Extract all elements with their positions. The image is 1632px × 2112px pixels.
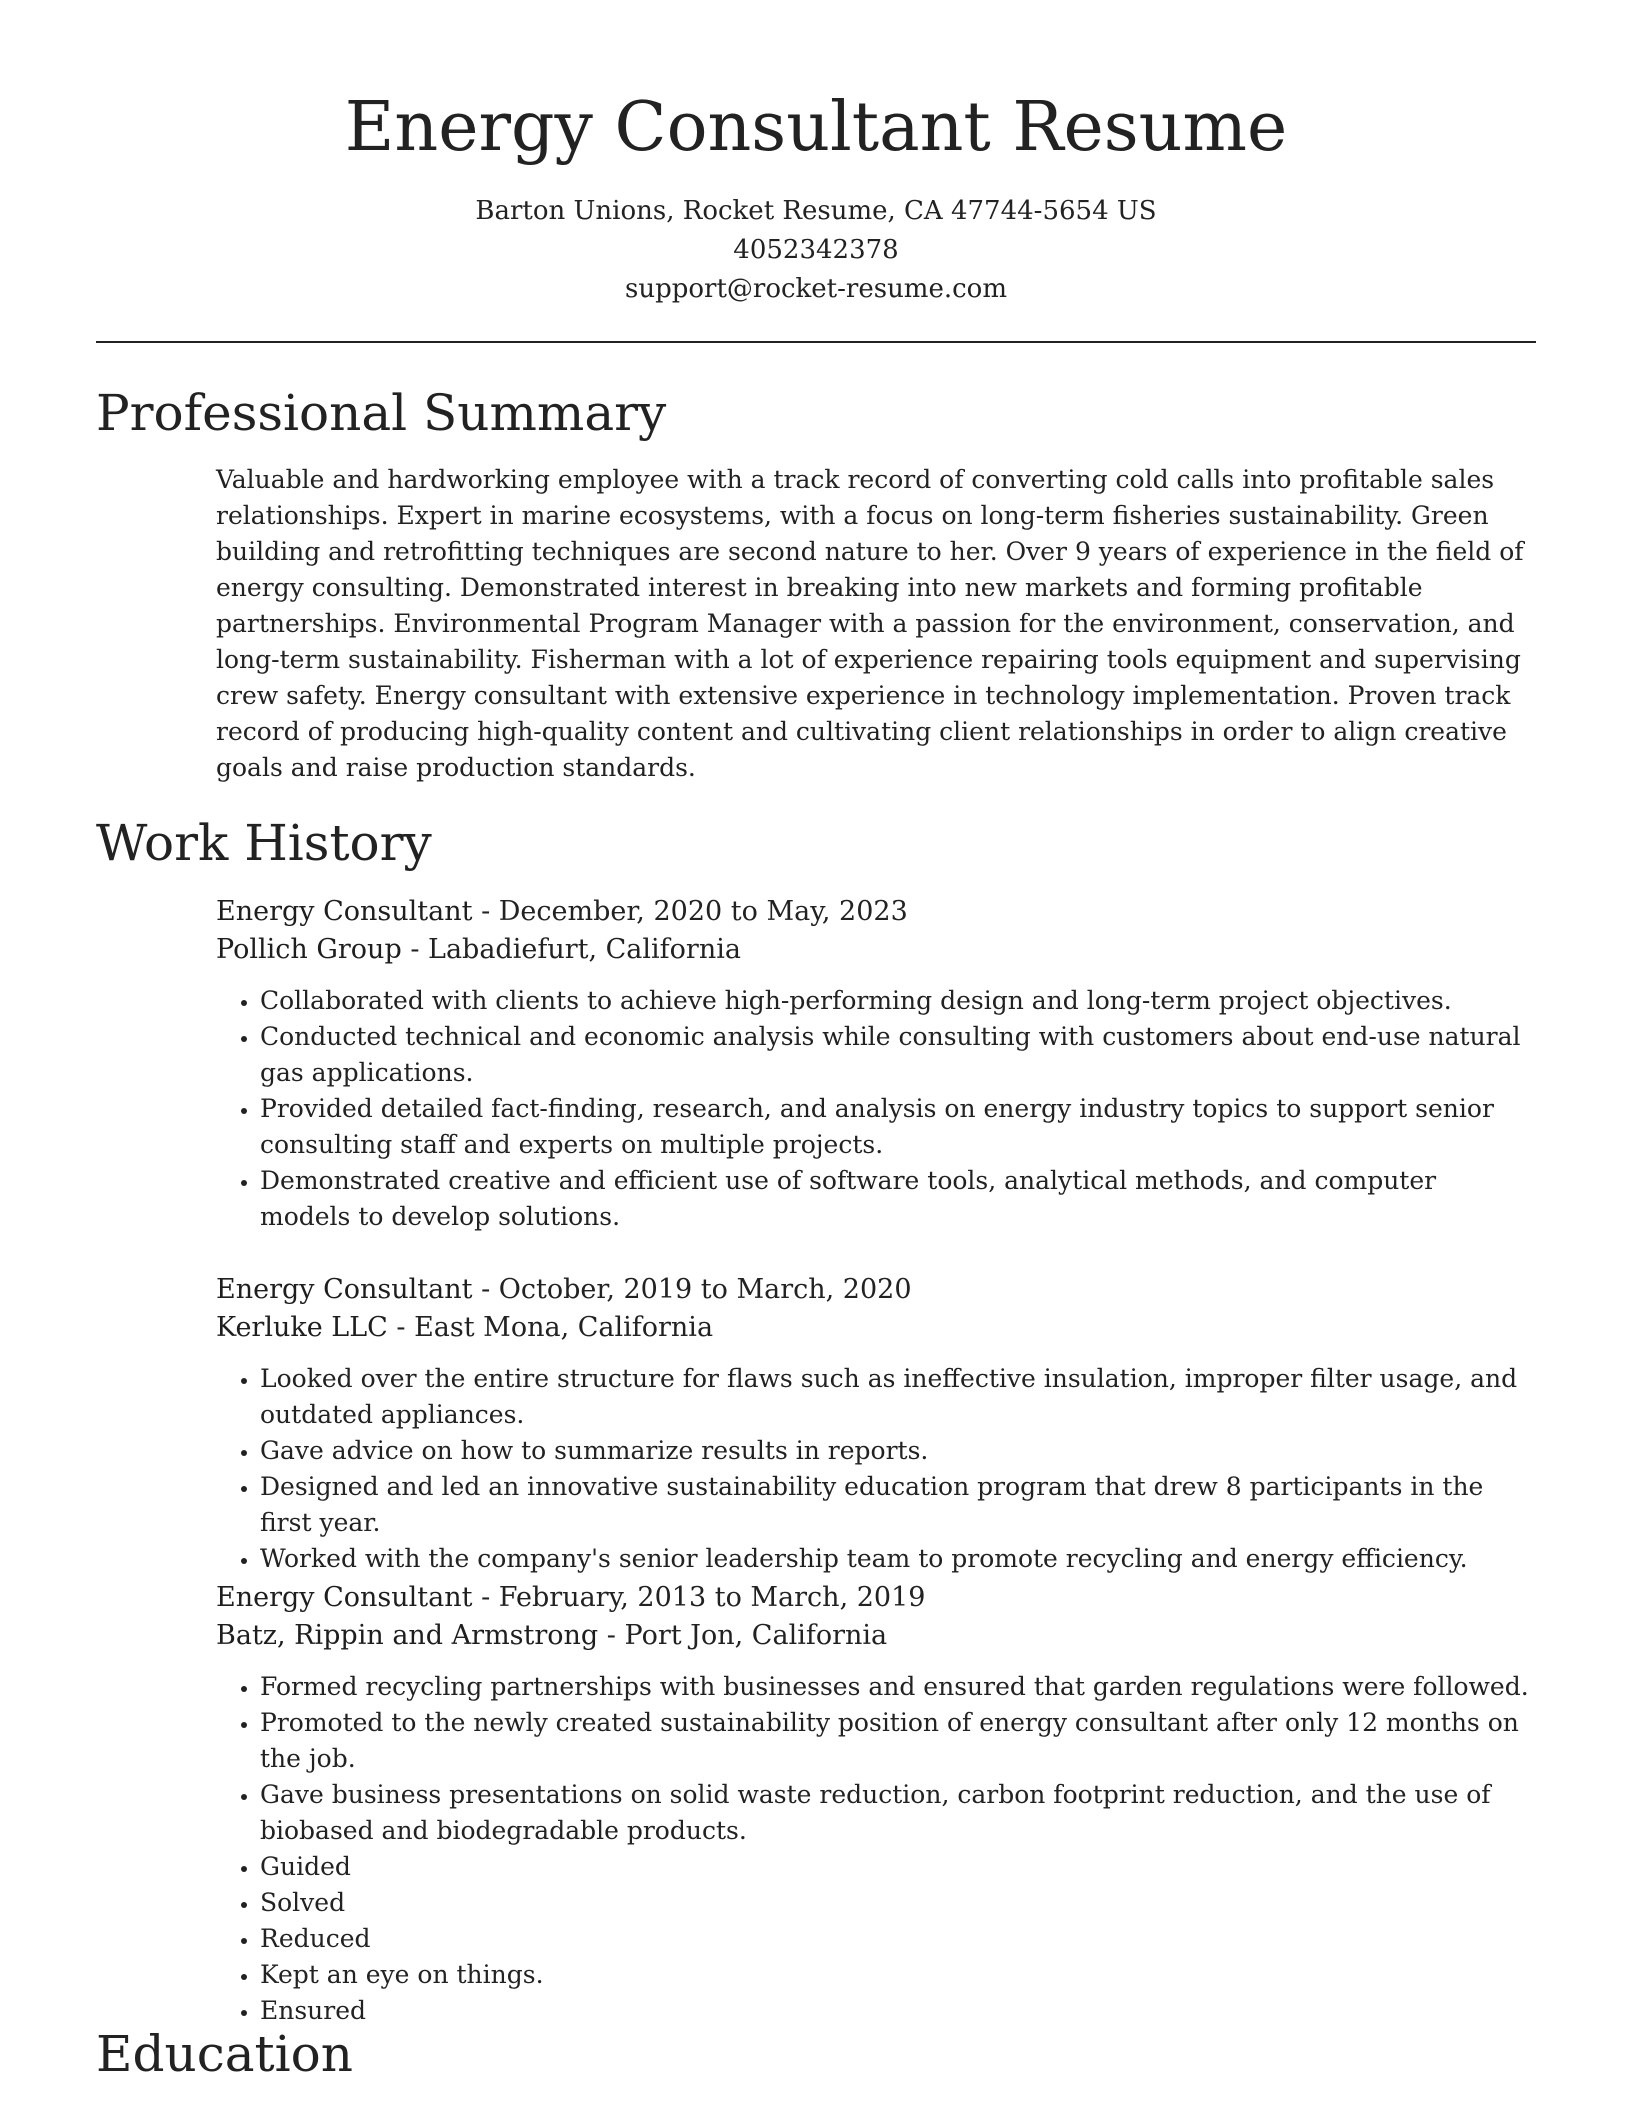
summary-text: Valuable and hardworking employee with a track record of converting cold calls into profitable sales relationships. Expert in marine ecosystems, with a focus on long-term fisheries sustainability. Green building and retrofitting techniques are second nature to her. Over 9 years of experience in the field of energy consulting. Demonstrated interest in breaking into new markets and forming profitable partnerships. Environmental Program Manager with a passion for the environment, conservation, and long-term sustainability. Fisherman with a lot of experience repairing tools equipment and supervising crew safety. Energy consultant with extensive experience in technology implementation. Proven track record of producing high-quality content and cultivating client relationships in order to align creative goals and raise production standards. xyxy=(216,465,1524,782)
job-bullet: • Formed recycling partnerships with businesses and ensured that garden regulations were followed. xyxy=(260,1669,1534,1705)
work-history-heading: Work History xyxy=(96,814,432,872)
job-bullet-list xyxy=(216,983,1534,1235)
resume-title: Energy Consultant Resume xyxy=(344,88,1288,167)
job-bullet: • Ensured xyxy=(260,1993,1534,2029)
job-bullet: • Worked with the company's senior leadership team to promote recycling and energy efficiency. xyxy=(260,1541,1534,1577)
job-bullet: • Gave advice on how to summarize results in reports. xyxy=(260,1433,1534,1469)
job-bullet-list xyxy=(216,1361,1534,1577)
job-bullet: • Provided detailed fact-finding, research, and analysis on energy industry topics to support senior consulting staff and experts on multiple projects. xyxy=(260,1091,1534,1163)
job-bullet: • Solved xyxy=(260,1885,1534,1921)
job-title: Energy Consultant xyxy=(216,1274,473,1305)
contact-block xyxy=(0,192,1632,309)
job-company: Pollich Group xyxy=(216,934,402,965)
job-company: Batz, Rippin and Armstrong xyxy=(216,1620,599,1651)
job-title: Energy Consultant xyxy=(216,1582,473,1613)
header-divider xyxy=(96,341,1536,343)
job-dates: - December, 2020 to May, 2023 xyxy=(472,896,908,927)
education-heading: Education xyxy=(96,2025,353,2083)
job-company-line xyxy=(216,1309,1534,1347)
job-title-line xyxy=(216,893,1534,931)
job-bullet: • Collaborated with clients to achieve high-performing design and long-term project objectives. xyxy=(260,983,1534,1019)
contact-email: support@rocket-resume.com xyxy=(624,274,1007,304)
job-entry xyxy=(216,893,1534,1235)
job-bullet: • Looked over the entire structure for flaws such as ineffective insulation, improper filter usage, and outdated appliances. xyxy=(260,1361,1534,1433)
contact-address: Barton Unions, Rocket Resume, CA 47744-5654 US xyxy=(475,196,1157,226)
summary-heading: Professional Summary xyxy=(96,384,667,442)
job-title-line xyxy=(216,1271,1534,1309)
job-company-line xyxy=(216,1617,1534,1655)
job-title-line xyxy=(216,1579,1534,1617)
job-bullet: • Gave business presentations on solid waste reduction, carbon footprint reduction, and the use of biobased and biodegradable products. xyxy=(260,1777,1534,1849)
job-bullet: • Conducted technical and economic analysis while consulting with customers about end-use natural gas applications. xyxy=(260,1019,1534,1091)
job-company: Kerluke LLC xyxy=(216,1312,388,1343)
job-title: Energy Consultant xyxy=(216,896,473,927)
job-location: - East Mona, California xyxy=(387,1312,714,1343)
job-dates: - October, 2019 to March, 2020 xyxy=(472,1274,912,1305)
job-bullet-list xyxy=(216,1669,1534,2029)
job-location: - Port Jon, California xyxy=(598,1620,888,1651)
job-entry xyxy=(216,1271,1534,1577)
job-bullet: • Reduced xyxy=(260,1921,1534,1957)
job-dates: - February, 2013 to March, 2019 xyxy=(472,1582,926,1613)
job-location: - Labadiefurt, California xyxy=(401,934,741,965)
contact-phone: 4052342378 xyxy=(733,235,899,265)
job-bullet: • Demonstrated creative and efficient use of software tools, analytical methods, and computer models to develop solutions. xyxy=(260,1163,1534,1235)
job-bullet: • Kept an eye on things. xyxy=(260,1957,1534,1993)
job-bullet: • Guided xyxy=(260,1849,1534,1885)
job-entry xyxy=(216,1579,1534,2029)
job-bullet: • Designed and led an innovative sustainability education program that drew 8 participants in the first year. xyxy=(260,1469,1534,1541)
job-bullet: • Promoted to the newly created sustainability position of energy consultant after only 12 months on the job. xyxy=(260,1705,1534,1777)
job-company-line xyxy=(216,931,1534,969)
